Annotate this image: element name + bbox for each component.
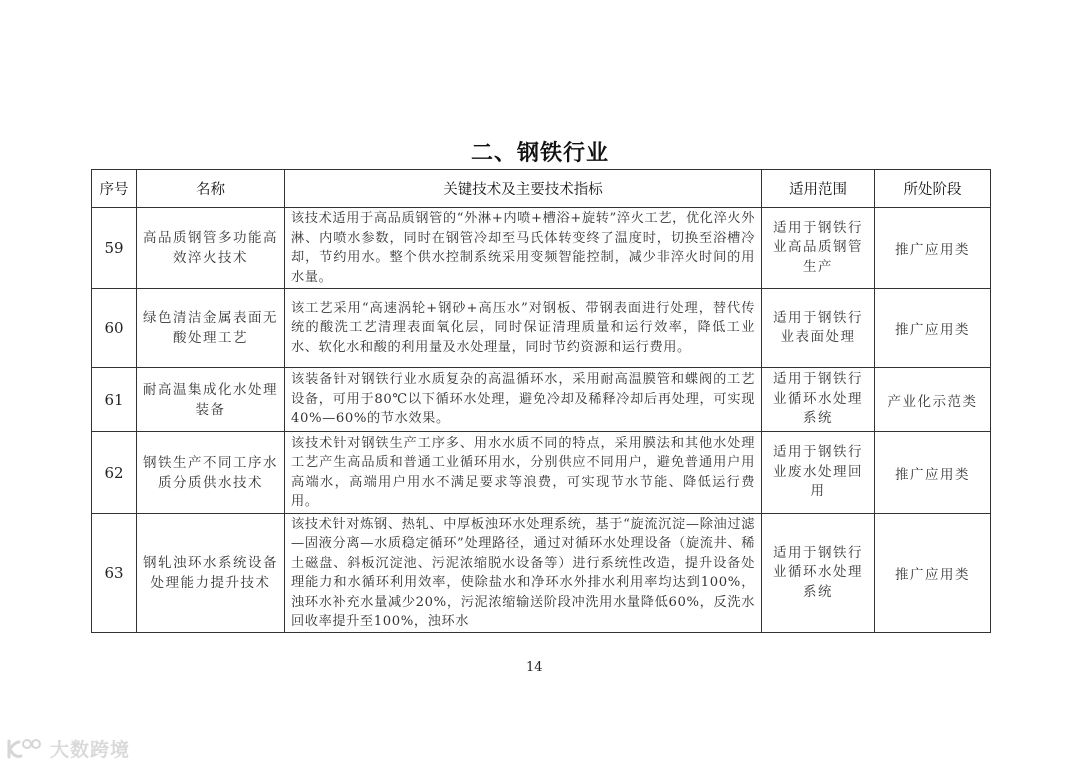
row-desc: 该工艺采用“高速涡轮+钢砂+高压水”对钢板、带钢表面进行处理，替代传统的酸洗工艺清理表面氧化层，同时保证清理质量和运行效率，降低工业水、软化水和酸的利用量及水处理量，同时节约资源和运行费用。 [285,289,762,368]
row-no: 61 [92,368,137,432]
technology-table [91,169,991,633]
row-stage: 产业化示范类 [875,368,991,432]
table-row [92,289,991,368]
row-stage: 推广应用类 [875,514,991,633]
header-scope: 适用范围 [762,170,875,208]
row-stage: 推广应用类 [875,289,991,368]
watermark-logo-icon [6,738,44,760]
header-name: 名称 [137,170,285,208]
row-stage: 推广应用类 [875,208,991,289]
table-row [92,514,991,633]
section-title: 二、钢铁行业 [470,141,609,166]
row-name: 绿色清洁金属表面无酸处理工艺 [137,289,285,368]
table-row [92,432,991,514]
row-desc: 该技术针对钢铁生产工序多、用水水质不同的特点，采用膜法和其他水处理工艺产生高品质和普通工业循环用水，分别供应不同用户，避免普通用户用高端水，高端用户用水不满足要求等浪费，可实现节水节能、降低运行费用。 [285,432,762,514]
watermark-text: 大数跨境 [50,739,131,761]
row-no: 63 [92,514,137,633]
header-no: 序号 [92,170,137,208]
table-row [92,208,991,289]
row-scope: 适用于钢铁行业循环水处理系统 [762,514,875,633]
row-desc: 该技术适用于高品质钢管的“外淋+内喷+槽浴+旋转”淬火工艺，优化淬火外淋、内喷水参数，同时在钢管冷却至马氏体转变终了温度时，切换至浴槽冷却，节约用水。整个供水控制系统采用变频智能控制，减少非淬火时间的用水量。 [285,208,762,289]
row-name: 钢铁生产不同工序水质分质供水技术 [137,432,285,514]
row-desc: 该技术针对炼钢、热轧、中厚板浊环水处理系统，基于“旋流沉淀—除油过滤—固液分离—水质稳定循环”处理路径，通过对循环水处理设备（旋流井、稀土磁盘、斜板沉淀池、污泥浓缩脱水设备等）进行系统性改造，提升设备处理能力和水循环利用效率，使除盐水和净环水外排水利用率均达到100%，浊环水补充水量减少20%，污泥浓缩输送阶段冲洗用水量降低60%，反洗水回收率提升至100%，浊环水 [285,514,762,633]
row-scope: 适用于钢铁行业表面处理 [762,289,875,368]
row-no: 62 [92,432,137,514]
watermark [6,735,130,762]
row-scope: 适用于钢铁行业循环水处理系统 [762,368,875,432]
header-stage: 所处阶段 [875,170,991,208]
row-desc: 该装备针对钢铁行业水质复杂的高温循环水，采用耐高温膜管和蝶阀的工艺设备，可用于80℃以下循环水处理，避免冷却及稀释冷却后再处理，可实现40%—60%的节水效果。 [285,368,762,432]
row-scope: 适用于钢铁行业废水处理回用 [762,432,875,514]
table-row [92,368,991,432]
row-name: 耐高温集成化水处理装备 [137,368,285,432]
table-header-row [92,170,991,208]
header-desc: 关键技术及主要技术指标 [285,170,762,208]
row-no: 60 [92,289,137,368]
row-name: 钢轧浊环水系统设备处理能力提升技术 [137,514,285,633]
row-no: 59 [92,208,137,289]
page-number: 14 [526,660,543,675]
row-name: 高品质钢管多功能高效淬火技术 [137,208,285,289]
row-stage: 推广应用类 [875,432,991,514]
row-scope: 适用于钢铁行业高品质钢管生产 [762,208,875,289]
